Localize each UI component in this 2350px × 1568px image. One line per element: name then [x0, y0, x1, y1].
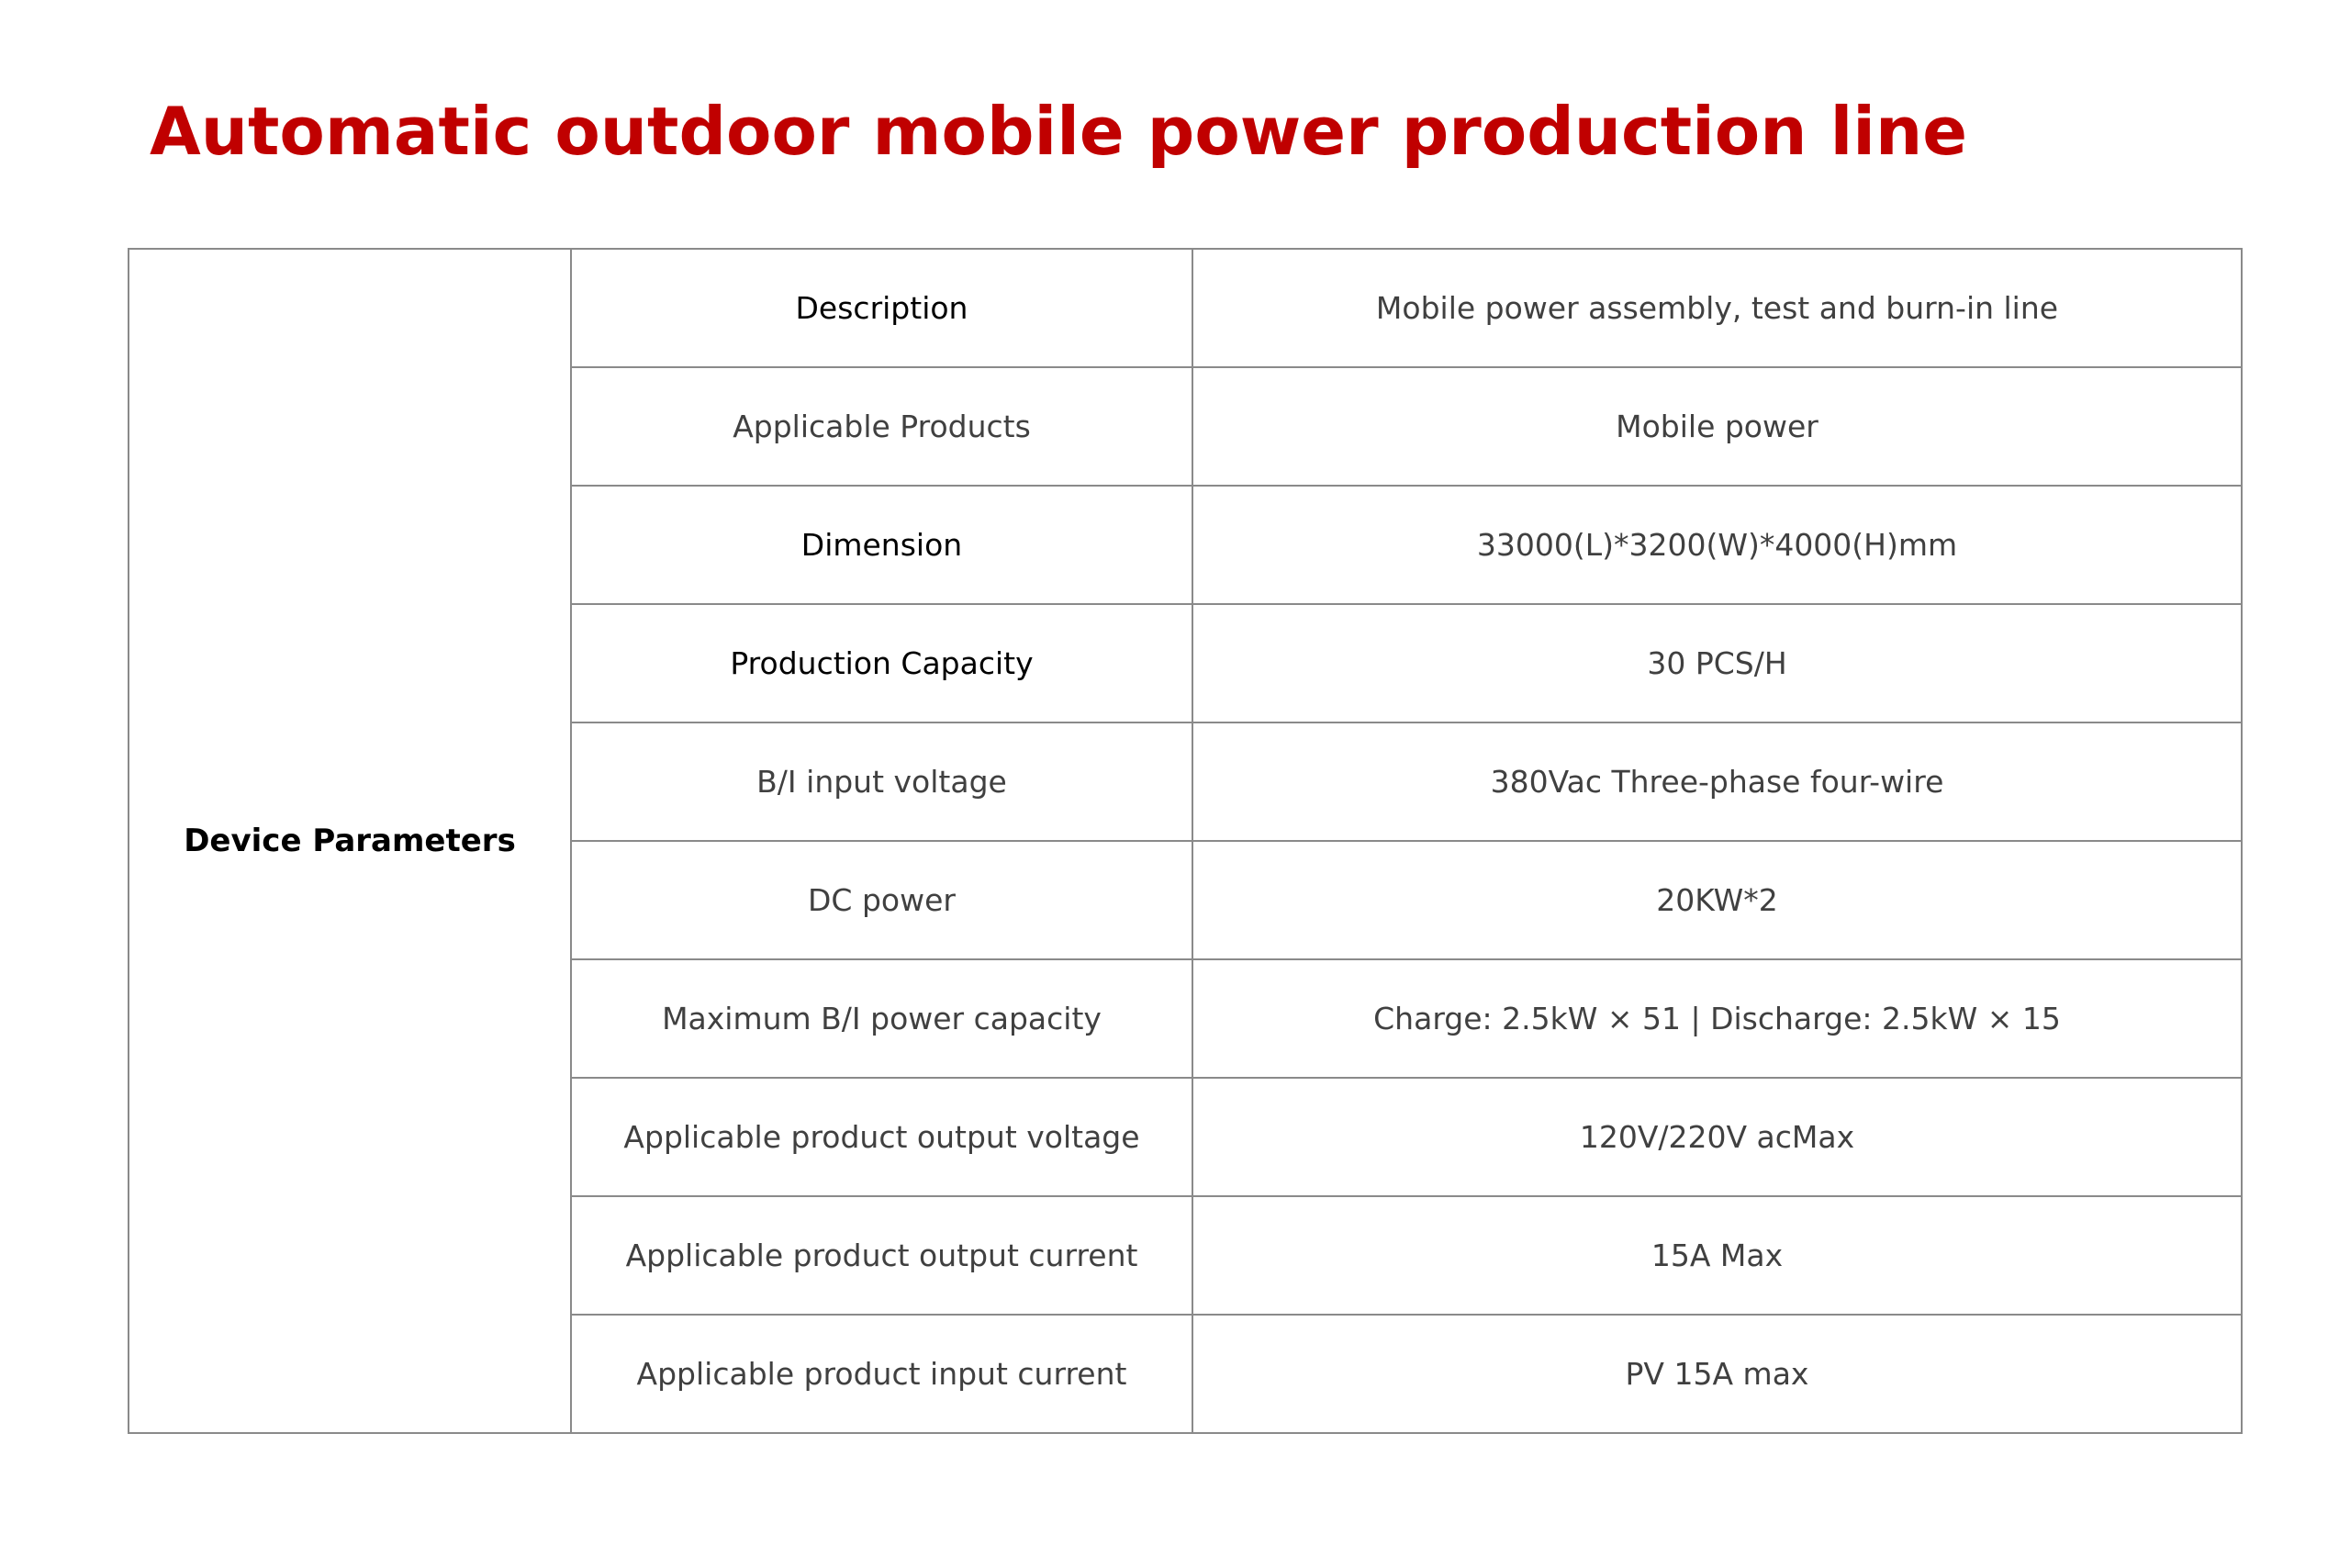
param-label: Applicable Products — [571, 367, 1192, 486]
group-label-cell: Device Parameters — [129, 249, 571, 1433]
param-value: 380Vac Three-phase four-wire — [1192, 722, 2242, 841]
param-label: Production Capacity — [571, 604, 1192, 722]
param-value: PV 15A max — [1192, 1315, 2242, 1433]
param-value: 120V/220V acMax — [1192, 1078, 2242, 1196]
param-label: Description — [571, 249, 1192, 367]
param-label: B/I input voltage — [571, 722, 1192, 841]
page-title: Automatic outdoor mobile power production line — [150, 93, 1968, 170]
param-value: 20KW*2 — [1192, 841, 2242, 959]
param-label: Applicable product input current — [571, 1315, 1192, 1433]
device-parameters-table — [128, 248, 2243, 1434]
param-value: Mobile power — [1192, 367, 2242, 486]
param-label: Dimension — [571, 486, 1192, 604]
table-row — [129, 249, 2242, 367]
param-value: 33000(L)*3200(W)*4000(H)mm — [1192, 486, 2242, 604]
param-label: Applicable product output current — [571, 1196, 1192, 1315]
param-value: Charge: 2.5kW × 51 | Discharge: 2.5kW × 15 — [1192, 959, 2242, 1078]
param-value: 30 PCS/H — [1192, 604, 2242, 722]
param-label: Maximum B/I power capacity — [571, 959, 1192, 1078]
param-value: Mobile power assembly, test and burn-in line — [1192, 249, 2242, 367]
param-value: 15A Max — [1192, 1196, 2242, 1315]
param-label: Applicable product output voltage — [571, 1078, 1192, 1196]
param-label: DC power — [571, 841, 1192, 959]
